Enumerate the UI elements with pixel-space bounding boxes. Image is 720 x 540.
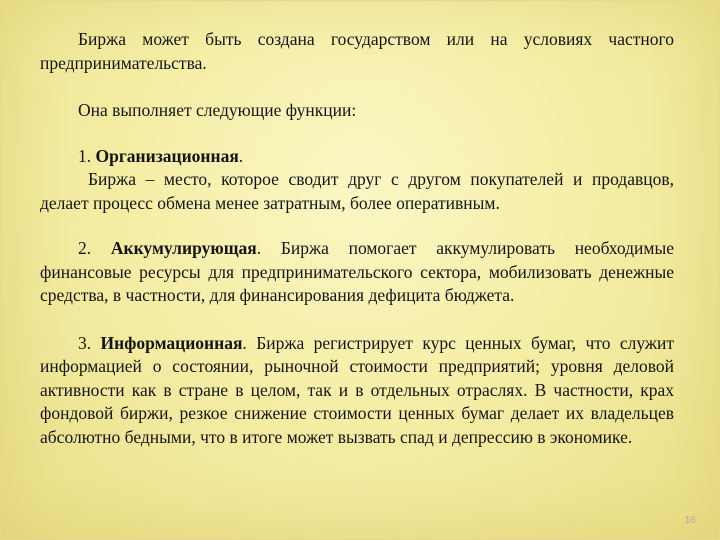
function-item-3-title: Информационная [100,332,243,353]
function-item-3-description: Биржа регистрирует курс ценных бумаг, что служит информацией о состоянии, рыночной стоимости предприятий; уровня деловой активности как в стране в целом, так и в отдельных отраслях. В частности, крах фондовой биржи, резкое снижение стоимости ценных бумаг делает их владельцев абсолютно бедными, что в итоге может вызвать спад и депрессию в экономике. [40,332,675,447]
spacer [40,215,674,237]
intro-paragraph: Биржа может быть создана государством или на условиях частного предпринимательства. [40,29,674,73]
function-item-2-description: Биржа помогает аккумулировать необходимые финансовые ресурсы для предпринимательского сектора, мобилизовать денежные средства, в частности, для финансирования дефицита бюджета. [40,238,675,305]
function-item-2-title: Аккумулирующая [110,238,257,258]
function-item-1-description: Биржа – место, которое сводит друг с другом покупателей и продавцов, делает процесс обмена менее затратным, более оперативным. [40,169,674,213]
spacer [40,308,674,332]
page-number: 16 [684,515,696,526]
function-item-1-number: 1. [78,145,92,166]
spacer [40,123,674,145]
function-item-1-heading [40,145,674,169]
spacer [40,75,674,99]
function-item-3 [40,332,674,450]
functions-intro: Она выполняет следующие функции: [78,100,357,120]
function-item-3-number: 3. [78,332,92,353]
function-item-2-number: 2. [78,238,92,258]
function-item-2-title-suffix: . [256,238,262,258]
function-item-2 [40,237,674,308]
function-item-1-title-suffix: . [238,145,244,166]
function-item-3-title-suffix: . [242,332,247,353]
slide-content [40,28,674,449]
function-item-1-title: Организационная [95,145,239,166]
